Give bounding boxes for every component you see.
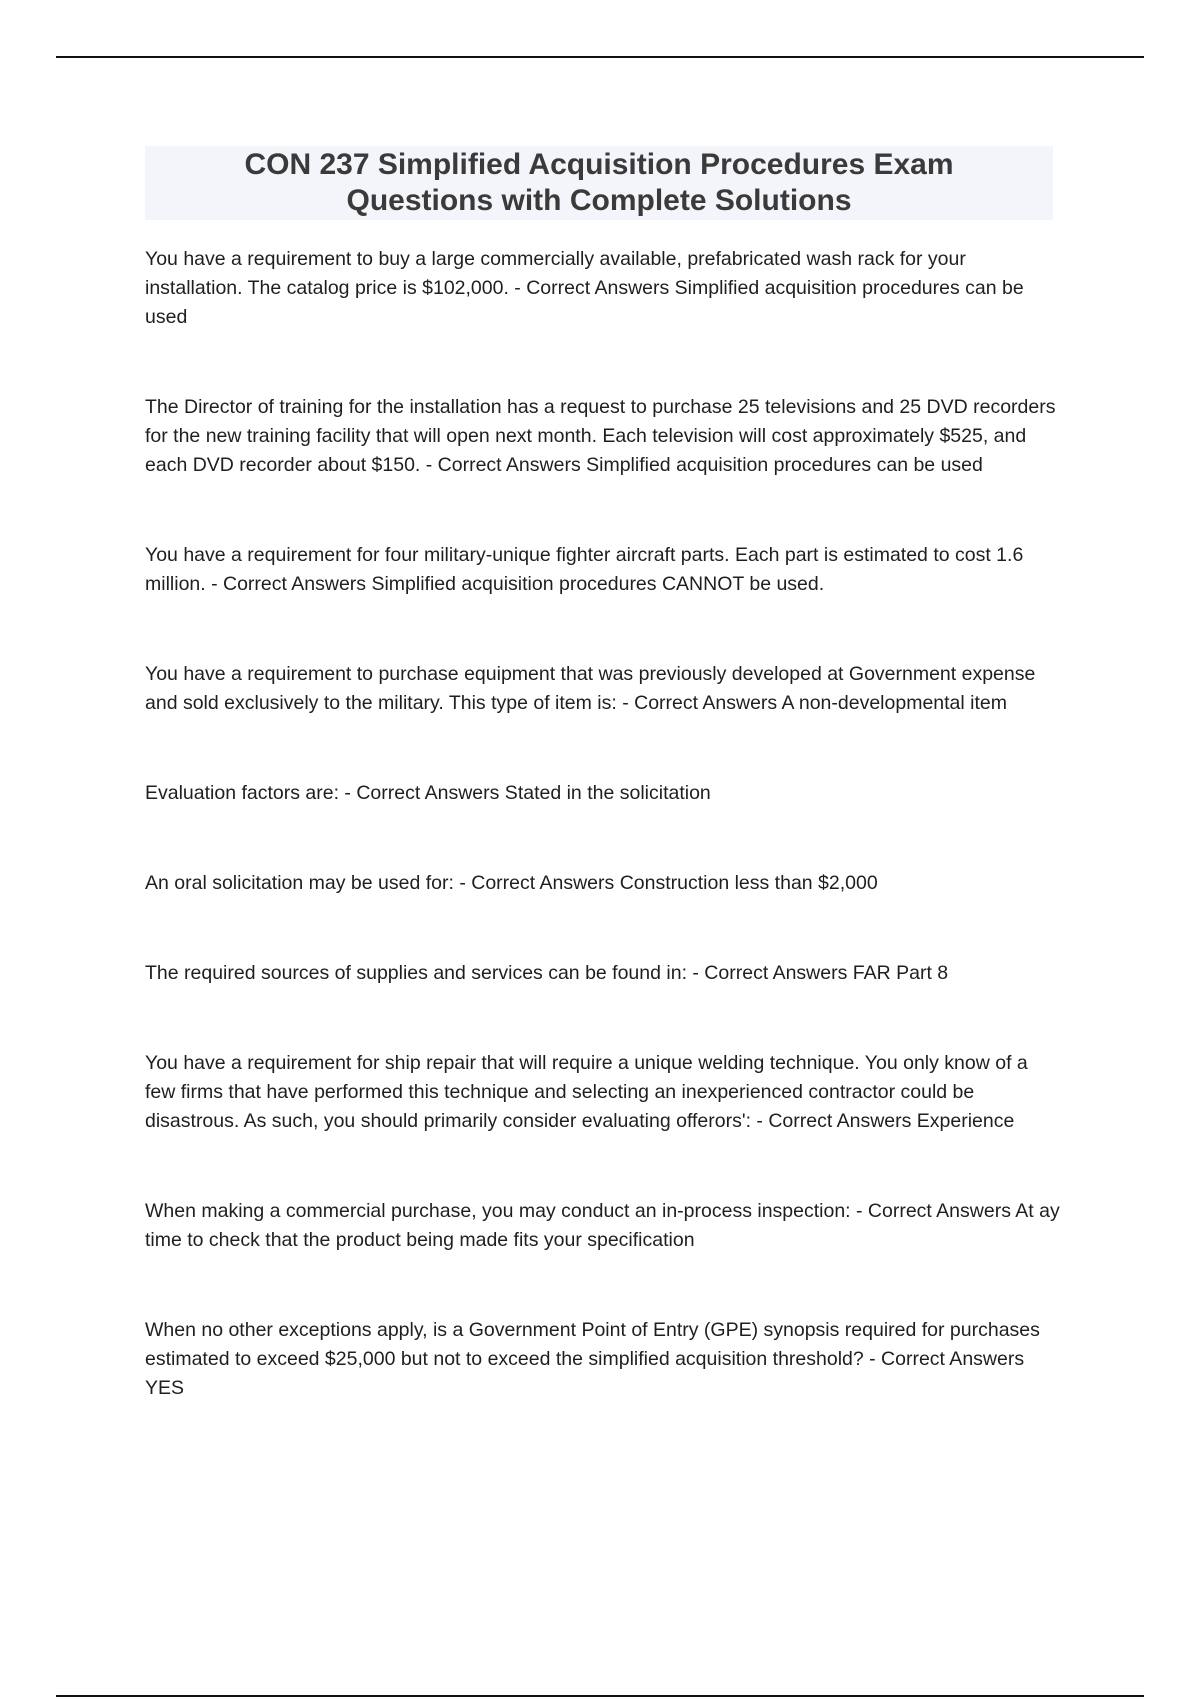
- document-title: CON 237 Simplified Acquisition Procedures Exam Questions with Complete Solutions: [244, 148, 954, 217]
- qa-item-3: You have a requirement for four military-unique fighter aircraft parts. Each part is estimated to cost 1.6 million. - Correct Answers Simplified acquisition procedures CANNOT be used.: [145, 544, 1024, 595]
- qa-item-2: The Director of training for the installation has a request to purchase 25 televisions and 25 DVD recorders for the new training facility that will open next month. Each television will cost approximately $525, and each DVD recorder about $150. - Correct Answers Simplified acquisition procedures can be used: [145, 396, 1056, 476]
- qa-item-9: When making a commercial purchase, you may conduct an in-process inspection: - Correct Answers At ay time to check that the product being made fits your specification: [145, 1200, 1060, 1251]
- title-banner: [145, 146, 1053, 220]
- qa-list: [145, 245, 1060, 1403]
- qa-item-1: You have a requirement to buy a large commercially available, prefabricated wash rack for your installation. The catalog price is $102,000. - Correct Answers Simplified acquisition procedures can be used: [145, 248, 1024, 328]
- qa-item-10: When no other exceptions apply, is a Government Point of Entry (GPE) synopsis required for purchases estimated to exceed $25,000 but not to exceed the simplified acquisition threshold? - Correct Answers YES: [145, 1319, 1040, 1399]
- bottom-rule: [56, 1695, 1144, 1697]
- qa-item-5: Evaluation factors are: - Correct Answers Stated in the solicitation: [145, 782, 711, 804]
- qa-item-4: You have a requirement to purchase equipment that was previously developed at Government expense and sold exclusively to the military. This type of item is: - Correct Answers A non-developmental item: [145, 663, 1036, 714]
- qa-item-6: An oral solicitation may be used for: - Correct Answers Construction less than $2,000: [145, 872, 878, 894]
- qa-item-8: You have a requirement for ship repair that will require a unique welding technique. You only know of a few firms that have performed this technique and selecting an inexperienced contractor could be disastrous. As such, you should primarily consider evaluating offerors': - Correct Answers Experience: [145, 1052, 1028, 1132]
- qa-item-7: The required sources of supplies and services can be found in: - Correct Answers FAR Part 8: [145, 962, 949, 984]
- top-rule: [56, 56, 1144, 58]
